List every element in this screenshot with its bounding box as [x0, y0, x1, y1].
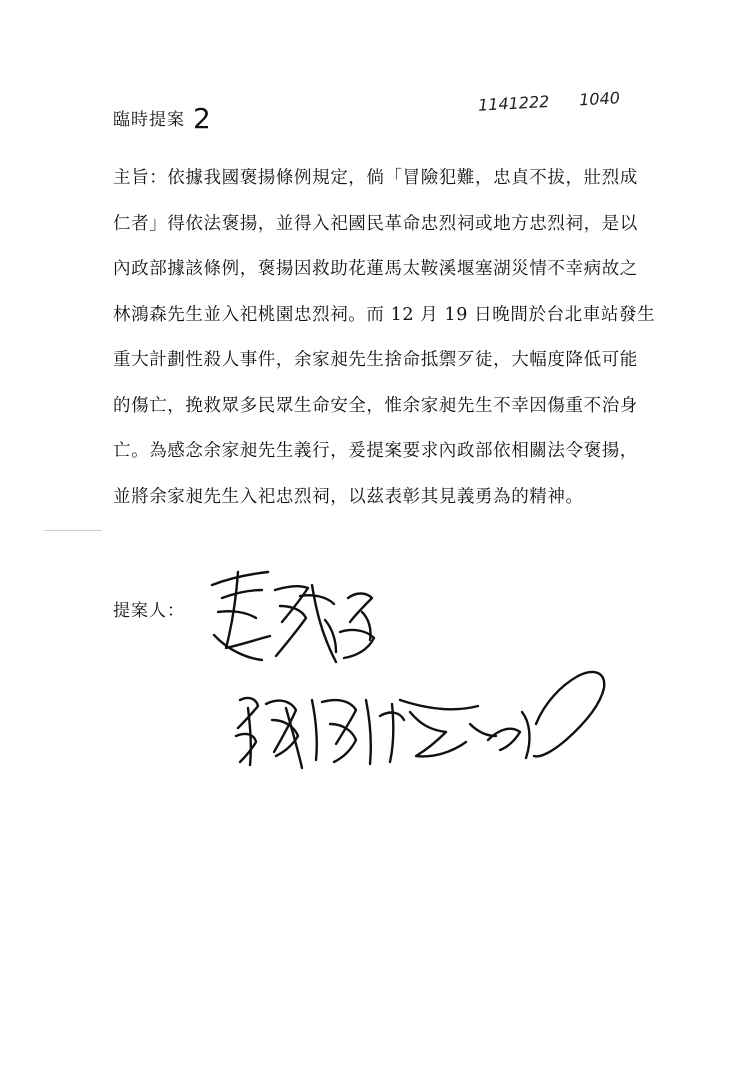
received-stamp	[478, 88, 621, 114]
body-line: 主旨：依據我國褒揚條例規定，倘「冒險犯難，忠貞不拔，壯烈成	[113, 168, 638, 188]
stamp-date: 1141222	[477, 91, 550, 115]
proposal-body	[113, 156, 656, 520]
proposer-label: 提案人：	[113, 601, 185, 621]
body-line: 亡。為感念余家昶先生義行，爰提案要求內政部依相關法令褒揚，	[113, 441, 638, 461]
body-line: 仁者」得依法褒揚，並得入祀國民革命忠烈祠或地方忠烈祠，是以	[113, 213, 638, 234]
body-line: 內政部據該條例，褒揚因救助花蓮馬太鞍溪堰塞湖災情不幸病故之	[113, 259, 638, 279]
signature-2	[236, 672, 604, 768]
signature-1	[212, 572, 374, 662]
body-line: 重大計劃性殺人事件，余家昶先生捨命抵禦歹徒，大幅度降低可能	[113, 350, 638, 370]
margin-mark	[44, 530, 102, 531]
body-line: 林鴻森先生並入祀桃園忠烈祠。而 12 月 19 日晚間於台北車站發生	[113, 304, 656, 325]
proposal-number: 2	[193, 102, 212, 135]
body-line: 並將余家昶先生入祀忠烈祠，以茲表彰其見義勇為的精神。	[113, 486, 584, 507]
proposal-title-text: 臨時提案	[113, 110, 185, 130]
proposal-title	[113, 103, 212, 136]
stamp-time: 1040	[578, 88, 621, 110]
body-line: 的傷亡，挽救眾多民眾生命安全，惟余家昶先生不幸因傷重不治身	[113, 395, 638, 416]
